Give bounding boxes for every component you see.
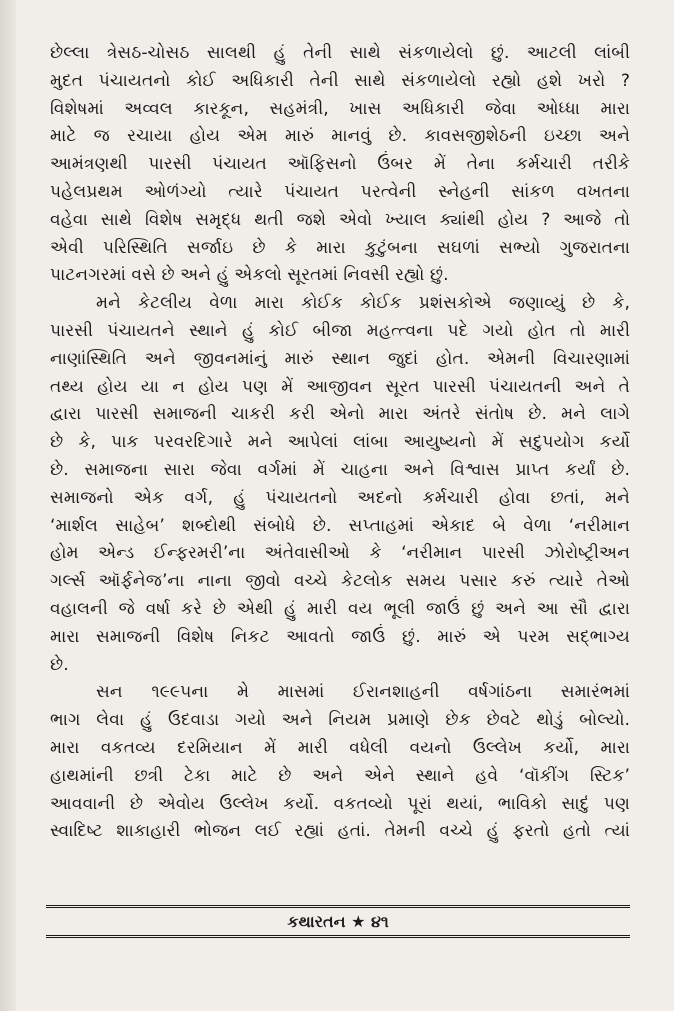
text-line: ગર્લ્સ ઑર્ફનેજ’ના નાના જીવો વચ્ચે કેટલોક સમય પસાર કરું ત્યારે તેઓ (50, 571, 630, 592)
paragraph-start-line: મને કેટલીય વેળા મારા કોઈક કોઈક પ્રશંસકોએ જણાવ્યું છે કે, (96, 293, 630, 314)
text-line: આવવાની છે એવોય ઉલ્લેખ કર્યો. વકતવ્યો પૂરાં થયાં, ભાવિકો સાદું પણ (50, 793, 630, 814)
page-footer (46, 905, 630, 938)
paragraph-start-line: સન ૧૯૯૫ના મે માસમાં ઈરાનશાહની વર્ષગાંઠના સમારંભમાં (96, 682, 630, 703)
text-line: છે. (50, 654, 69, 675)
text-line: પાટનગરમાં વસે છે અને હું એકલો સૂરતમાં નિવસી રહ્યો છું. (50, 265, 449, 286)
text-line: હાથમાંની છત્રી ટેકા માટે છે અને એને સ્થાને હવે ‘વૉકીંગ સ્ટિક’ (50, 765, 630, 786)
text-line: ‘માર્શલ સાહેબ’ શબ્દોથી સંબોધે છે. સપ્તાહમાં એકાદ બે વેળા ‘નરીમાન (50, 515, 630, 536)
text-line: દ્વારા પારસી સમાજની ચાકરી કરી એનો મારા અંતરે સંતોષ છે. મને લાગે (50, 404, 630, 425)
text-line: વિશેષમાં અવ્વલ કારકૂન, સહમંત્રી, ખાસ અધિકારી જેવા ઓધ્ધા મારા (50, 98, 630, 119)
text-line: પારસી પંચાયતને સ્થાને હું કોઈ બીજા મહત્ત્વના પદે ગયો હોત તો મારી (50, 320, 630, 341)
text-line: છેલ્લા ત્રેસઠ-ચોસઠ સાલથી હું તેની સાથે સંકળાયેલો છું. આટલી લાંબી (50, 43, 630, 63)
body-text (50, 40, 630, 846)
text-line: એવી પરિસ્થિતિ સર્જાઇ છે કે મારા કુટુંબના સઘળાં સભ્યો ગુજરાતના (50, 237, 630, 258)
text-line: પહેલપ્રથમ ઓળંગ્યો ત્યારે પંચાયત પરત્વેની સ્નેહની સાંકળ વખતના (50, 181, 630, 202)
text-line: આમંત્રણથી પારસી પંચાયત ઑફિસનો ઉંબર મેં તેના કર્મચારી તરીકે (50, 154, 630, 175)
text-line: નાણાંસ્થિતિ અને જીવનમાંનું મારું સ્થાન જુદાં હોત. એમની વિચારણામાં (50, 348, 630, 369)
text-line: તથ્ય હોય યા ન હોય પણ મેં આજીવન સૂરત પારસી પંચાયતની અને તે (50, 376, 630, 397)
text-line: વહાલની જે વર્ષા કરે છે એથી હું મારી વય ભૂલી જાઉં છું અને આ સૌ દ્વારા (50, 598, 630, 619)
text-line: ભાગ લેવા હું ઉદવાડા ગયો અને નિયમ પ્રમાણે છેક છેવટે થોડું બોલ્યો. (50, 710, 630, 731)
text-line: સમાજનો એક વર્ગ, હું પંચાયતનો અદનો કર્મચારી હોવા છતાં, મને (50, 487, 630, 508)
text-line: છે કે, પાક પરવરદિગારે મને આપેલાં લાંબા આયુષ્યનો મેં સદુપયોગ કર્યો (50, 432, 630, 453)
text-line: મુદત પંચાયતનો કોઈ અધિકારી તેની સાથે સંકળાયેલો રહ્યો હશે ખરો ? (50, 70, 630, 91)
text-line: વહેવા સાથે વિશેષ સમૃદ્ધ થતી જશે એવો ખ્યાલ ક્યાંથી હોય ? આજે તો (50, 209, 630, 230)
text-line: માટે જ રચાયા હોય એમ મારું માનવું છે. કાવસજીશેઠની ઇચ્છા અને (50, 126, 630, 147)
text-line: મારા સમાજની વિશેષ નિકટ આવતો જાઉં છું. મારું એ પરમ સદ્ભાગ્ય (50, 626, 630, 647)
text-line: મારા વકતવ્ય દરમિયાન મેં મારી વધેલી વયનો ઉલ્લેખ કર્યો, મારા (50, 737, 630, 758)
text-line: હોમ એન્ડ ઈન્ફરમરી’ના અંતેવાસીઓ કે ‘નરીમાન પારસી ઝોરોષ્ટ્રીઅન (50, 543, 630, 564)
footer-title-page-number: કથારતન ★ ૪૧ (287, 911, 389, 931)
page-gutter-shadow (0, 0, 16, 1011)
text-line: સ્વાદિષ્ટ શાકાહારી ભોજન લઈ રહ્યાં હતાં. તેમની વચ્ચે હું ફરતો હતો ત્યાં (50, 821, 630, 842)
text-line: છે. સમાજના સારા જેવા વર્ગમાં મેં ચાહના અને વિશ્વાસ પ્રાપ્ત કર્યાં છે. (50, 459, 630, 480)
